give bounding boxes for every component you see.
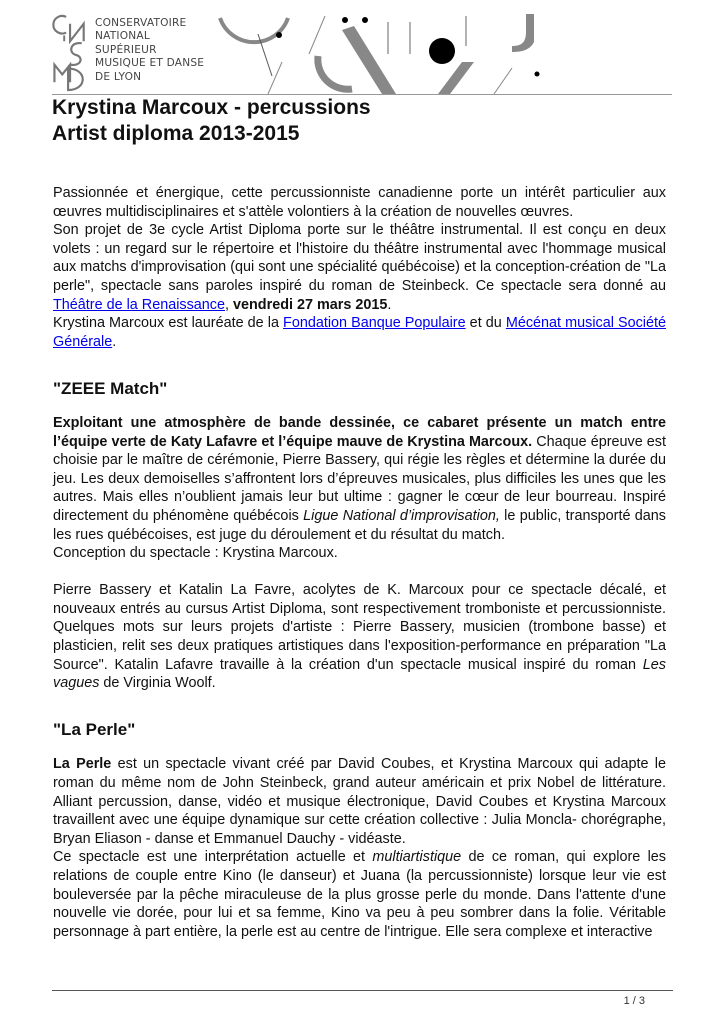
- intro-paragraph: [53, 314, 666, 351]
- text: La Perle: [53, 756, 112, 773]
- zeee-paragraph: [53, 414, 666, 544]
- logo-line: DE LYON: [95, 70, 142, 83]
- document-body: [53, 184, 666, 941]
- text: .: [112, 333, 117, 350]
- logo-line: NATIONAL: [95, 30, 150, 43]
- text: est un spectacle vivant créé par David Coubes, et Krystina Marcoux qui adapte le roman du même nom de John Steinbeck, grand auteur américain et prix Nobel de littérature. Alliant percussion, danse, vidéo et musique électronique, David Coubes et Krystina Marcoux travaillent avec une équipe dynamique sur cette création collective : Julia Moncla- chorégraphe, Bryan Eliason - danse et Emmanuel Dauchy - vidéaste.: [53, 756, 666, 847]
- logo-line: SUPÉRIEUR: [95, 43, 157, 56]
- text: Son projet de 3e cycle Artist Diploma porte sur le théâtre instrumental. Il est conçu en deux volets : un regard sur le répertoire et l'histoire du théâtre instrumental avec l'hommage musical aux matchs d'improvisation (qui sont une spécialité québécoise) et la conception-création de "La perle", spectacle sans paroles inspiré du roman de Steinbeck. Ce spectacle sera donné au: [53, 222, 666, 294]
- intro-paragraph: [53, 184, 666, 221]
- text: Ce spectacle est une interprétation actuelle et: [53, 849, 373, 866]
- logo-text: [95, 17, 204, 84]
- logo-line: MUSIQUE ET DANSE: [95, 57, 205, 70]
- text: et du: [465, 315, 506, 332]
- text: Pierre Bassery et Katalin La Favre, acolytes de K. Marcoux pour ce spectacle décalé, et nouveaux entrés au cursus Artist Diploma, sont respectivement tromboniste et percussionniste. Quelques mots sur leurs projets d'artiste : Pierre Bassery, musicien (trombone basse) et plasticien, relit ses deux pratiques artistiques dans l'exposition-performance en préparation "La Source". Katalin Lafavre travaille à la création d'un spectacle musical inspiré du roman: [53, 582, 666, 673]
- text: multiartistique: [372, 849, 462, 866]
- text: ,: [225, 296, 233, 313]
- section-heading-zeee-match: "ZEEE Match": [53, 378, 168, 398]
- page-number: 1 / 3: [623, 995, 645, 1007]
- cnsmd-logo-icon: [52, 14, 92, 92]
- text: le public, transporté dans les rues québécoises, est juge du déroulement et du résultat du match.: [53, 507, 666, 543]
- logo-line: CONSERVATOIRE: [95, 17, 187, 29]
- theatre-renaissance-link[interactable]: Théâtre de la Renaissance: [53, 296, 225, 313]
- zeee-paragraph: [53, 544, 666, 563]
- header: [52, 14, 672, 94]
- perle-paragraph: [53, 755, 666, 848]
- text: .: [387, 296, 392, 313]
- text: Conception du spectacle : Krystina Marcoux.: [53, 545, 338, 562]
- intro-paragraph: [53, 221, 666, 314]
- mecenat-societe-generale-link[interactable]: Mécénat musical Société Générale: [53, 315, 666, 350]
- perle-paragraph: [53, 848, 666, 941]
- event-date: vendredi 27 mars 2015: [233, 296, 388, 313]
- section-heading-la-perle: "La Perle": [53, 720, 136, 740]
- zeee-paragraph: [53, 581, 666, 693]
- text: Les vagues: [53, 656, 666, 692]
- decorative-graphic-icon: [212, 14, 672, 94]
- title-line-1: Krystina Marcoux - percussions: [52, 96, 371, 119]
- page-title: [52, 95, 371, 146]
- text: Exploitant une atmosphère de bande dessinée, ce cabaret présente un match entre l’équipe verte de Katy Lafavre et l’équipe mauve de Krystina Marcoux.: [53, 414, 666, 450]
- fondation-banque-populaire-link[interactable]: Fondation Banque Populaire: [283, 315, 466, 332]
- footer-divider: [52, 990, 673, 991]
- text: de Virginia Woolf.: [99, 675, 216, 692]
- text: Chaque épreuve est choisie par le maître de cérémonie, Pierre Bassery, qui régie les règles et détermine la durée du jeu. Les deux demoiselles s’affrontent lors d’épreuves musicales, plus difficiles les unes que les autres. Mais elles n’oublient jamais leur but ultime : gagner le cœur de leur bourreau. Inspiré directement du phénomène québécois: [53, 433, 666, 524]
- text: Krystina Marcoux est lauréate de la: [53, 315, 284, 332]
- text: de ce roman, qui explore les relations de couple entre Kino (le danseur) et Juana (la percussionniste) lorsque leur vie est bouleversée par la pêche miraculeuse de la plus grosse perle du monde. Dans l'attente d'une nouvelle vie dorée, pour lui et sa femme, Kino va peu à peu sombrer dans la folie. Véritable personnage à part entière, la perle est au centre de l'intrigue. Elle sera complexe et interactive: [53, 849, 666, 940]
- text: Passionnée et énergique, cette percussionniste canadienne porte un intérêt particulier aux œuvres multidisciplinaires et s'attèle volontiers à la création de nouvelles œuvres.: [53, 185, 666, 220]
- title-line-2: Artist diploma 2013-2015: [52, 121, 300, 145]
- text: Ligue National d’improvisation,: [303, 507, 500, 524]
